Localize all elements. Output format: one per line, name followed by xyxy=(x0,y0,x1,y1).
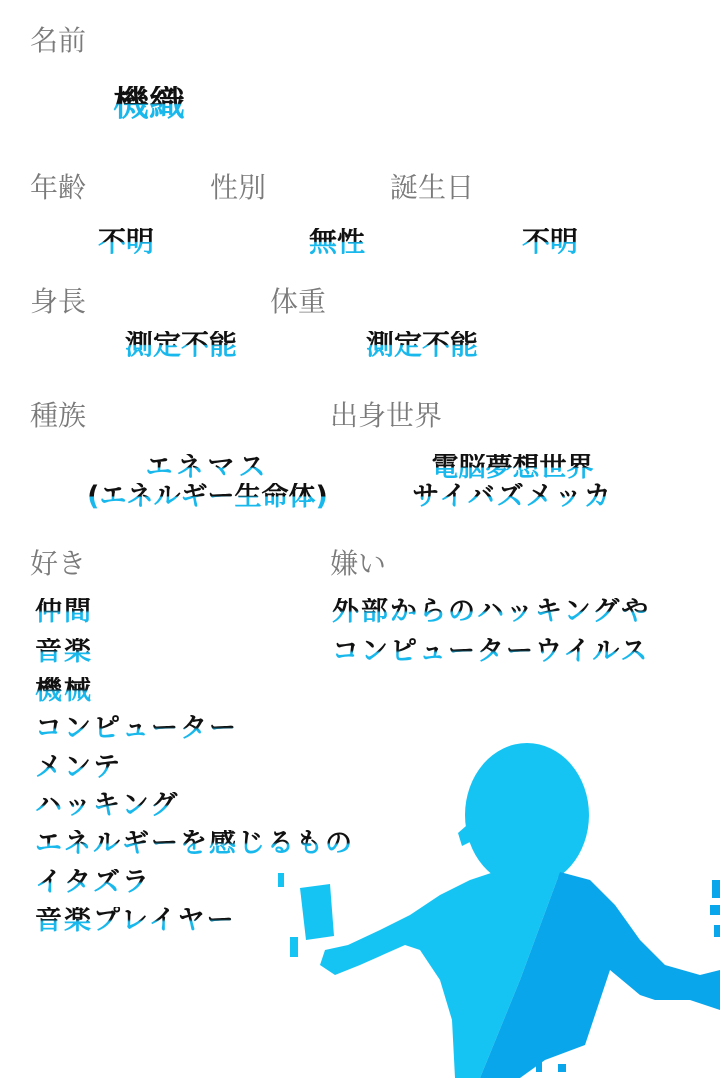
weight-value: 測定不能 xyxy=(366,328,479,361)
likes-item: ハッキング xyxy=(35,790,180,821)
age-label: 年齢 xyxy=(30,171,87,204)
fragment-3 xyxy=(712,880,720,898)
likes-label: 好き xyxy=(30,547,87,580)
origin-value-line1: 電脳夢想世界 xyxy=(400,454,625,481)
height-value: 測定不能 xyxy=(125,328,238,361)
height-label: 身長 xyxy=(30,285,87,318)
likes-item: エネルギーを感じるもの xyxy=(35,828,354,859)
dislikes-item: コンピューターウイルス xyxy=(332,636,650,667)
origin-label: 出身世界 xyxy=(330,399,443,432)
name-value: 機織 xyxy=(113,83,186,124)
name-label: 名前 xyxy=(30,24,87,57)
figure-card xyxy=(300,884,334,940)
fragment-5 xyxy=(714,925,720,937)
likes-item: メンテ xyxy=(35,752,122,783)
birthday-label: 誕生日 xyxy=(390,171,475,204)
fragment-1 xyxy=(278,873,284,887)
species-value-line2: (エネルギー生命体) xyxy=(70,483,345,510)
species-label: 種族 xyxy=(30,399,87,432)
dislikes-label: 嫌い xyxy=(330,547,387,580)
likes-item: 音楽プレイヤー xyxy=(35,905,236,936)
likes-item: イタズラ xyxy=(35,867,151,898)
figure-head xyxy=(465,743,589,887)
birthday-value: 不明 xyxy=(522,225,579,258)
fragment-8 xyxy=(558,1064,566,1072)
likes-item: 仲間 xyxy=(35,596,93,627)
age-value: 不明 xyxy=(98,225,155,258)
fragment-2 xyxy=(290,937,298,957)
likes-item: コンピューター xyxy=(35,713,238,744)
fragment-7 xyxy=(536,1062,542,1072)
gender-label: 性別 xyxy=(210,171,267,204)
species-value-line1: エネマス xyxy=(70,454,345,481)
likes-item: 音楽 xyxy=(35,636,93,667)
fragment-6 xyxy=(460,1050,466,1062)
fragment-4 xyxy=(710,905,720,915)
gender-value: 無性 xyxy=(309,225,366,258)
dislikes-item: 外部からのハッキングや xyxy=(332,596,651,627)
weight-label: 体重 xyxy=(270,285,327,318)
likes-item: 機械 xyxy=(35,675,93,706)
origin-value-line2: サイバズメッカ xyxy=(400,483,625,510)
